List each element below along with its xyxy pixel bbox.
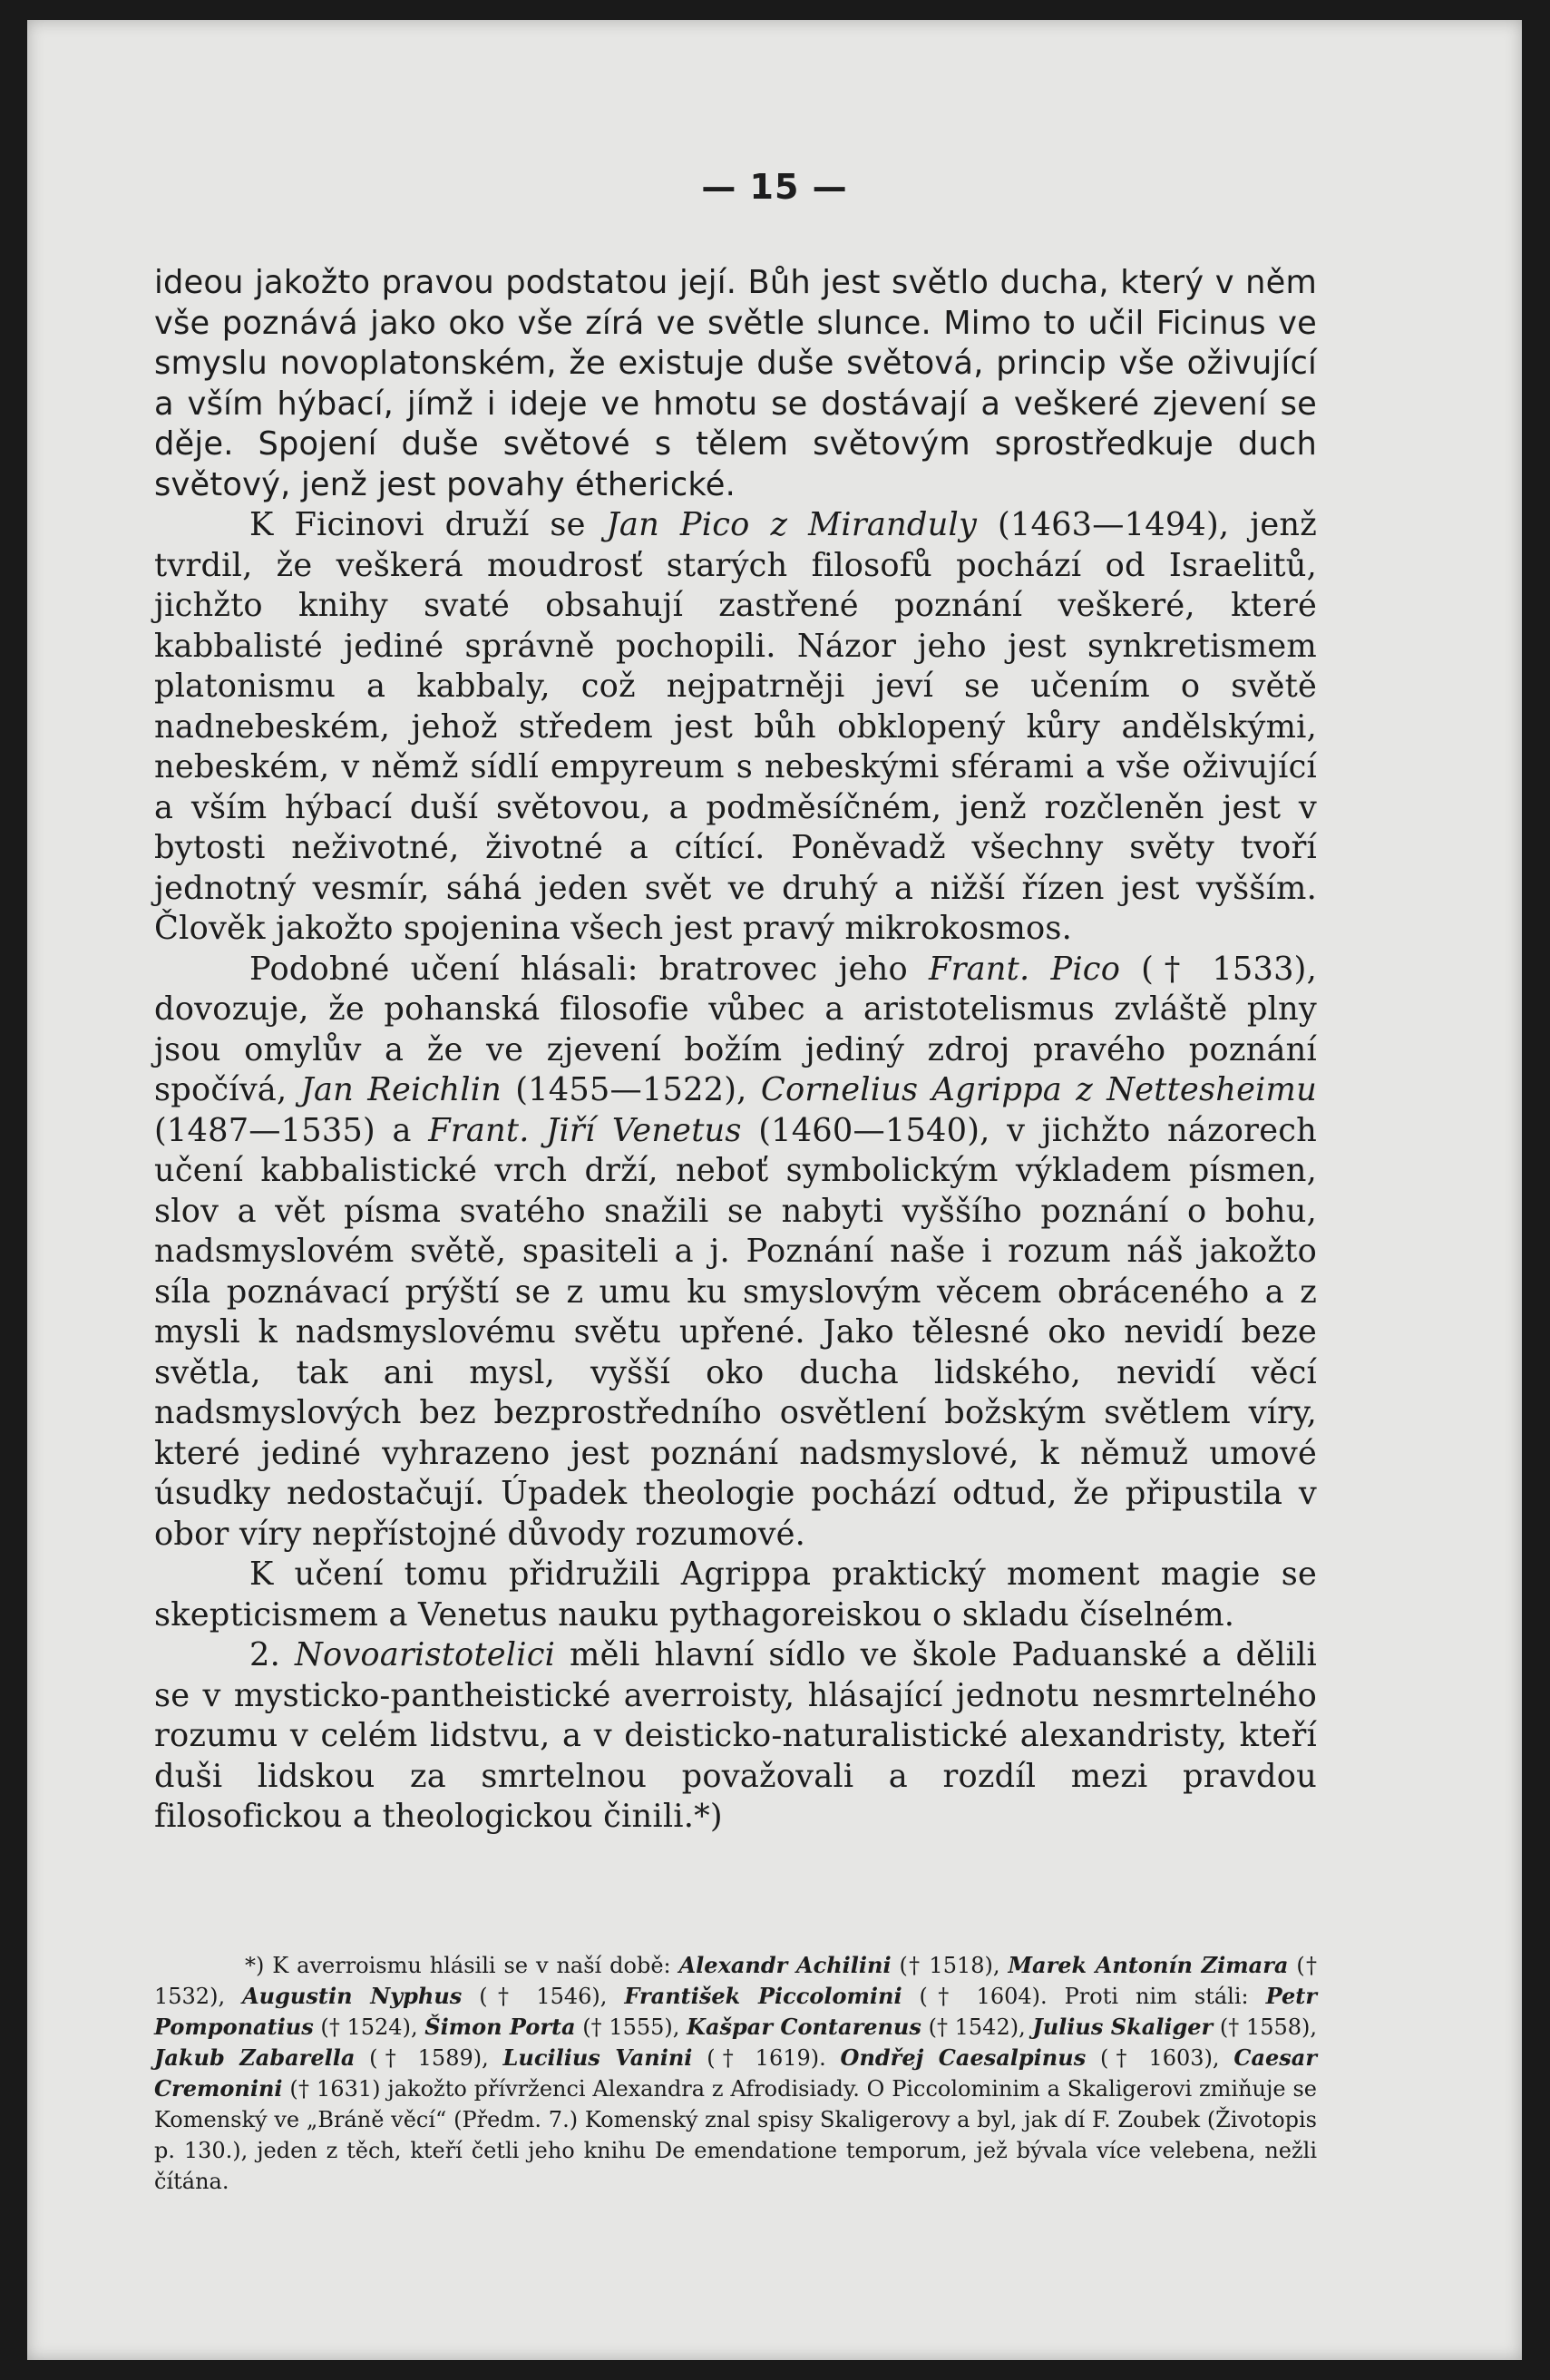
text-run: († 1558),: [1213, 2014, 1318, 2040]
person-name: Kašpar Contarenus: [687, 2014, 921, 2040]
footnote-text: [154, 1950, 1317, 2197]
text-run: († 1631) jakožto přívrženci Alexandra z Afrodisiady. O Piccolominim a Skaligerovi zmiňuje se Komenský ve „Bráně věcí“ (Předm. 7.) Komenský znal spisy Skaligerovy a byl, jak dí F. Zoubek (Životopis p. 130.), jeden z těch, kteří četli jeho knihu De emendatione temporum, jež bývala více velebena, nežli čítána.: [154, 2076, 1317, 2194]
text-run: (1455—1522),: [501, 1071, 761, 1108]
person-name: Augustin Nyphus: [242, 1983, 463, 2009]
text-run: K učení tomu přidružili Agrippa praktický moment magie se skepticismem a Venetus nauku pythagoreiskou o skladu číselném.: [154, 1556, 1317, 1634]
text-run: K Ficinovi druží se: [249, 506, 607, 543]
person-name: František Piccolomini: [624, 1983, 902, 2009]
paragraph: [154, 950, 1317, 1556]
text-run: († 1533), dovozuje, že pohanská filosofie vůbec a aristotelismus zvláště plny jsou omylův a že ve zjevení božím jediný zdroj pravého poznání spočívá,: [154, 950, 1317, 1108]
person-name: Ondřej Caesalpinus: [840, 2044, 1087, 2071]
text-run: († 1532),: [154, 1953, 1318, 2009]
body-text: [154, 263, 1317, 1838]
person-name: Cornelius Agrippa z Nettesheimu: [760, 1071, 1317, 1108]
person-name: Caesar Cremonini: [154, 2044, 1317, 2102]
person-name: Alexandr Achilini: [678, 1952, 892, 1978]
book-page: [27, 20, 1522, 2360]
person-name: Jan Pico z Miranduly: [606, 506, 978, 543]
text-run: 2.: [249, 1636, 295, 1673]
text-run: († 1524),: [313, 2014, 425, 2040]
person-name: Lucilius Vanini: [502, 2044, 693, 2071]
page-number: — 15 —: [701, 167, 848, 207]
person-name: Frant. Pico: [928, 950, 1121, 988]
text-run: (1460—1540), v jichžto názorech učení kabbalistické vrch drží, neboť symbolickým výkladem písmen, slov a vět písma svatého snažili se nabyti vyššího poznání o bohu, nadsmyslovém světě, spasiteli a j. Poznání naše i rozum náš jakožto síla poznávací prýští se z umu ku smyslovým věcem obráceného a z mysli k nadsmyslovému světu upřené. Jako tělesné oko nevidí beze světla, tak ani mysl, vyšší oko ducha lidského, nevidí věcí nadsmyslových bez bezprostředního osvětlení božským světlem víry, které jediné vyhrazeno jest poznání nadsmyslové, k němuž umové úsudky nedostačují. Úpadek theologie pochází odtud, že připustila v obor víry nepřístojné důvody rozumové.: [154, 1111, 1317, 1553]
paragraph: [154, 1635, 1317, 1838]
person-name: Petr Pomponatius: [154, 1983, 1317, 2040]
text-run: († 1518),: [891, 1953, 1009, 1978]
text-run: († 1603),: [1086, 2045, 1234, 2071]
footnote-section: [154, 1950, 1317, 2197]
person-name: Jakub Zabarella: [154, 2044, 356, 2071]
text-run: *) K averroismu hlásili se v naší době:: [245, 1953, 679, 1978]
text-run: († 1619).: [692, 2045, 841, 2071]
paragraph: [154, 1555, 1317, 1635]
person-name: Marek Antonín Zimara: [1008, 1952, 1289, 1978]
text-run: ideou jakožto pravou podstatou její. Bůh jest světlo ducha, který v něm vše poznává jako oko vše zírá ve světle slunce. Mimo to učil Ficinus ve smyslu novoplatonském, že existuje duše světová, princip vše oživující a vším hýbací, jímž i ideje ve hmotu se dostávají a veškeré zjevení se děje. Spojení duše světové s tělem světovým sprostředkuje duch světový, jenž jest povahy étherické.: [154, 264, 1317, 503]
text-run: († 1589),: [355, 2045, 503, 2071]
text-run: († 1604). Proti nim stáli:: [902, 1984, 1266, 2009]
person-name: Novoaristotelici: [294, 1636, 556, 1673]
text-run: († 1555),: [575, 2014, 687, 2040]
text-run: (1463—1494), jenž tvrdil, že veškerá moudrosť starých filosofů pochází od Israelitů, jichžto knihy svaté obsahují zastřené poznání veškeré, které kabbalisté jediné správně pochopili. Názor jeho jest synkretismem platonismu a kabbaly, což nejpatrněji jeví se učením o světě nadnebeském, jehož středem jest bůh obklopený kůry andělskými, nebeském, v němž sídlí empyreum s nebeskými sférami a vše oživující a vším hýbací duší světovou, a podměsíčném, jenž rozčleněn jest v bytosti neživotné, životné a cítící. Poněvadž všechny světy tvoří jednotný vesmír, sáhá jeden svět ve druhý a nižší řízen jest vyšším. Člověk jakožto spojenina všech jest pravý mikrokosmos.: [154, 506, 1317, 947]
person-name: Julius Skaliger: [1032, 2014, 1214, 2040]
person-name: Jan Reichlin: [300, 1071, 502, 1108]
paragraph: [154, 505, 1317, 950]
text-run: († 1546),: [462, 1984, 625, 2009]
text-run: Podobné učení hlásali: bratrovec jeho: [249, 950, 929, 988]
text-run: (1487—1535) a: [154, 1111, 429, 1149]
text-run: měli hlavní sídlo ve škole Paduanské a dělili se v mysticko-pantheistické averroisty, hlásající jednotu nesmrtelného rozumu v celém lidstvu, a v deisticko-naturalistické alexandristy, kteří duši lidskou za smrtelnou považovali a rozdíl mezi pravdou filosofickou a theologickou činili.*): [154, 1636, 1318, 1835]
person-name: Šimon Porta: [424, 2014, 576, 2040]
person-name: Frant. Jiří Venetus: [428, 1111, 742, 1149]
text-run: († 1542),: [921, 2014, 1033, 2040]
paragraph: [154, 263, 1317, 505]
